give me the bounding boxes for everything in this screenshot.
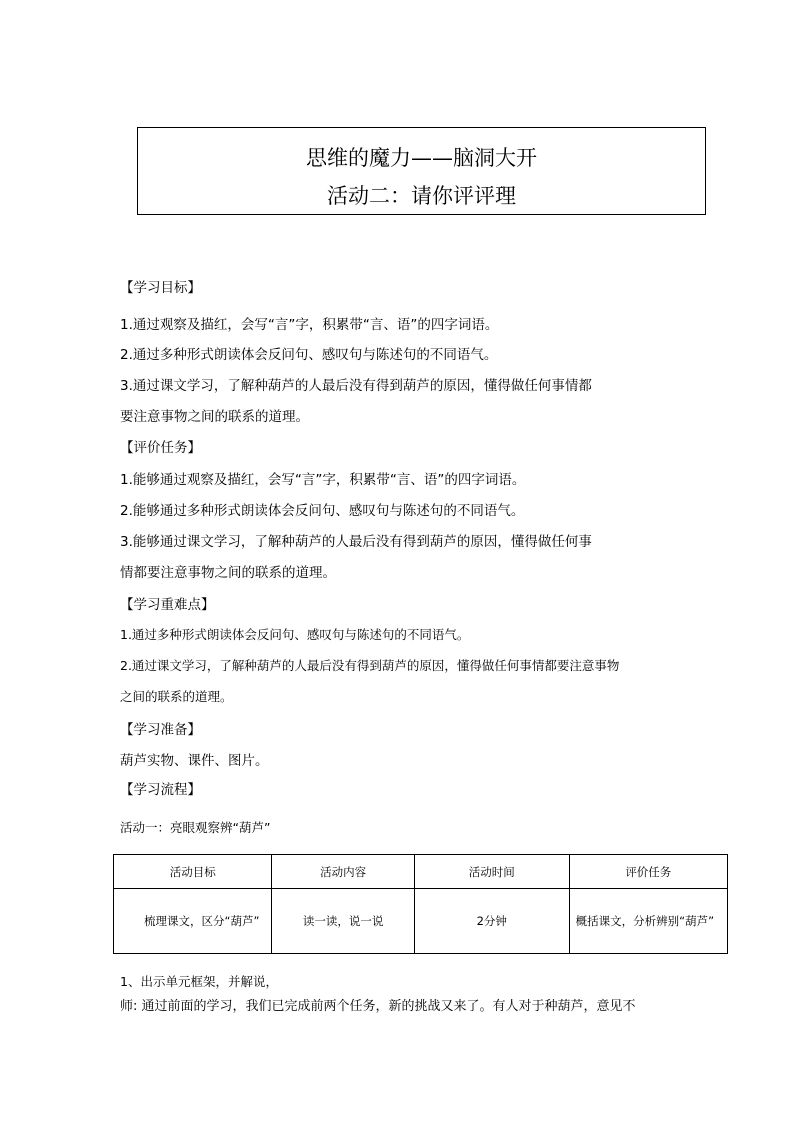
goal-item: 1.通过观察及描红，会写“言”字，积累带“言、语”的四字词语。 — [120, 317, 499, 333]
table-header-task: 评价任务 — [569, 855, 727, 889]
prep-heading: 【学习准备】 — [120, 722, 201, 738]
prep-text: 葫芦实物、课件、图片。 — [120, 753, 269, 769]
page-subtitle: 活动二：请你评评理 — [327, 184, 516, 208]
page-title: 思维的魔力——脑洞大开 — [306, 146, 537, 170]
table-cell-content: 读一读，说一说 — [272, 889, 414, 954]
goals-heading: 【学习目标】 — [120, 280, 201, 296]
eval-item: 2.能够通过多种形式朗读体会反问句、感叹句与陈述句的不同语气。 — [120, 503, 525, 519]
title-box — [137, 127, 706, 215]
goal-item: 要注意事物之间的联系的道理。 — [120, 409, 309, 425]
table-header-goal: 活动目标 — [114, 855, 272, 889]
goal-item: 2.通过多种形式朗读体会反问句、感叹句与陈述句的不同语气。 — [120, 347, 498, 363]
eval-item: 1.能够通过观察及描红，会写“言”字，积累带“言、语”的四字词语。 — [120, 472, 526, 488]
eval-item: 情都要注意事物之间的联系的道理。 — [120, 565, 336, 581]
key-heading: 【学习重难点】 — [120, 597, 215, 613]
table-cell-goal: 梳理课文，区分“葫芦” — [114, 889, 272, 954]
key-item: 1.通过多种形式朗读体会反问句、感叹句与陈述句的不同语气。 — [120, 627, 470, 642]
goal-item: 3.通过课文学习，了解种葫芦的人最后没有得到葫芦的原因，懂得做任何事情都 — [120, 378, 592, 394]
table-header-time: 活动时间 — [414, 855, 569, 889]
key-item: 之间的联系的道理。 — [120, 689, 233, 704]
footer-line: 1、出示单元框架，并解说， — [120, 974, 278, 989]
activity-table — [113, 854, 728, 954]
table-header-content: 活动内容 — [272, 855, 414, 889]
table-cell-time: 2分钟 — [414, 889, 569, 954]
key-item: 2.通过课文学习，了解种葫芦的人最后没有得到葫芦的原因，懂得做任何事情都要注意事物 — [120, 658, 620, 673]
table-header-row — [114, 855, 728, 889]
flow-heading: 【学习流程】 — [120, 782, 201, 798]
eval-heading: 【评价任务】 — [120, 440, 201, 456]
table-cell-task: 概括课文，分析辨别“葫芦” — [569, 889, 727, 954]
eval-item: 3.能够通过课文学习，了解种葫芦的人最后没有得到葫芦的原因，懂得做任何事 — [120, 534, 592, 550]
footer-line: 师: 通过前面的学习，我们已完成前两个任务，新的挑战又来了。有人对于种葫芦，意见不 — [120, 999, 636, 1014]
table-row — [114, 889, 728, 954]
activity-title: 活动一：亮眼观察辨“葫芦” — [120, 820, 271, 835]
